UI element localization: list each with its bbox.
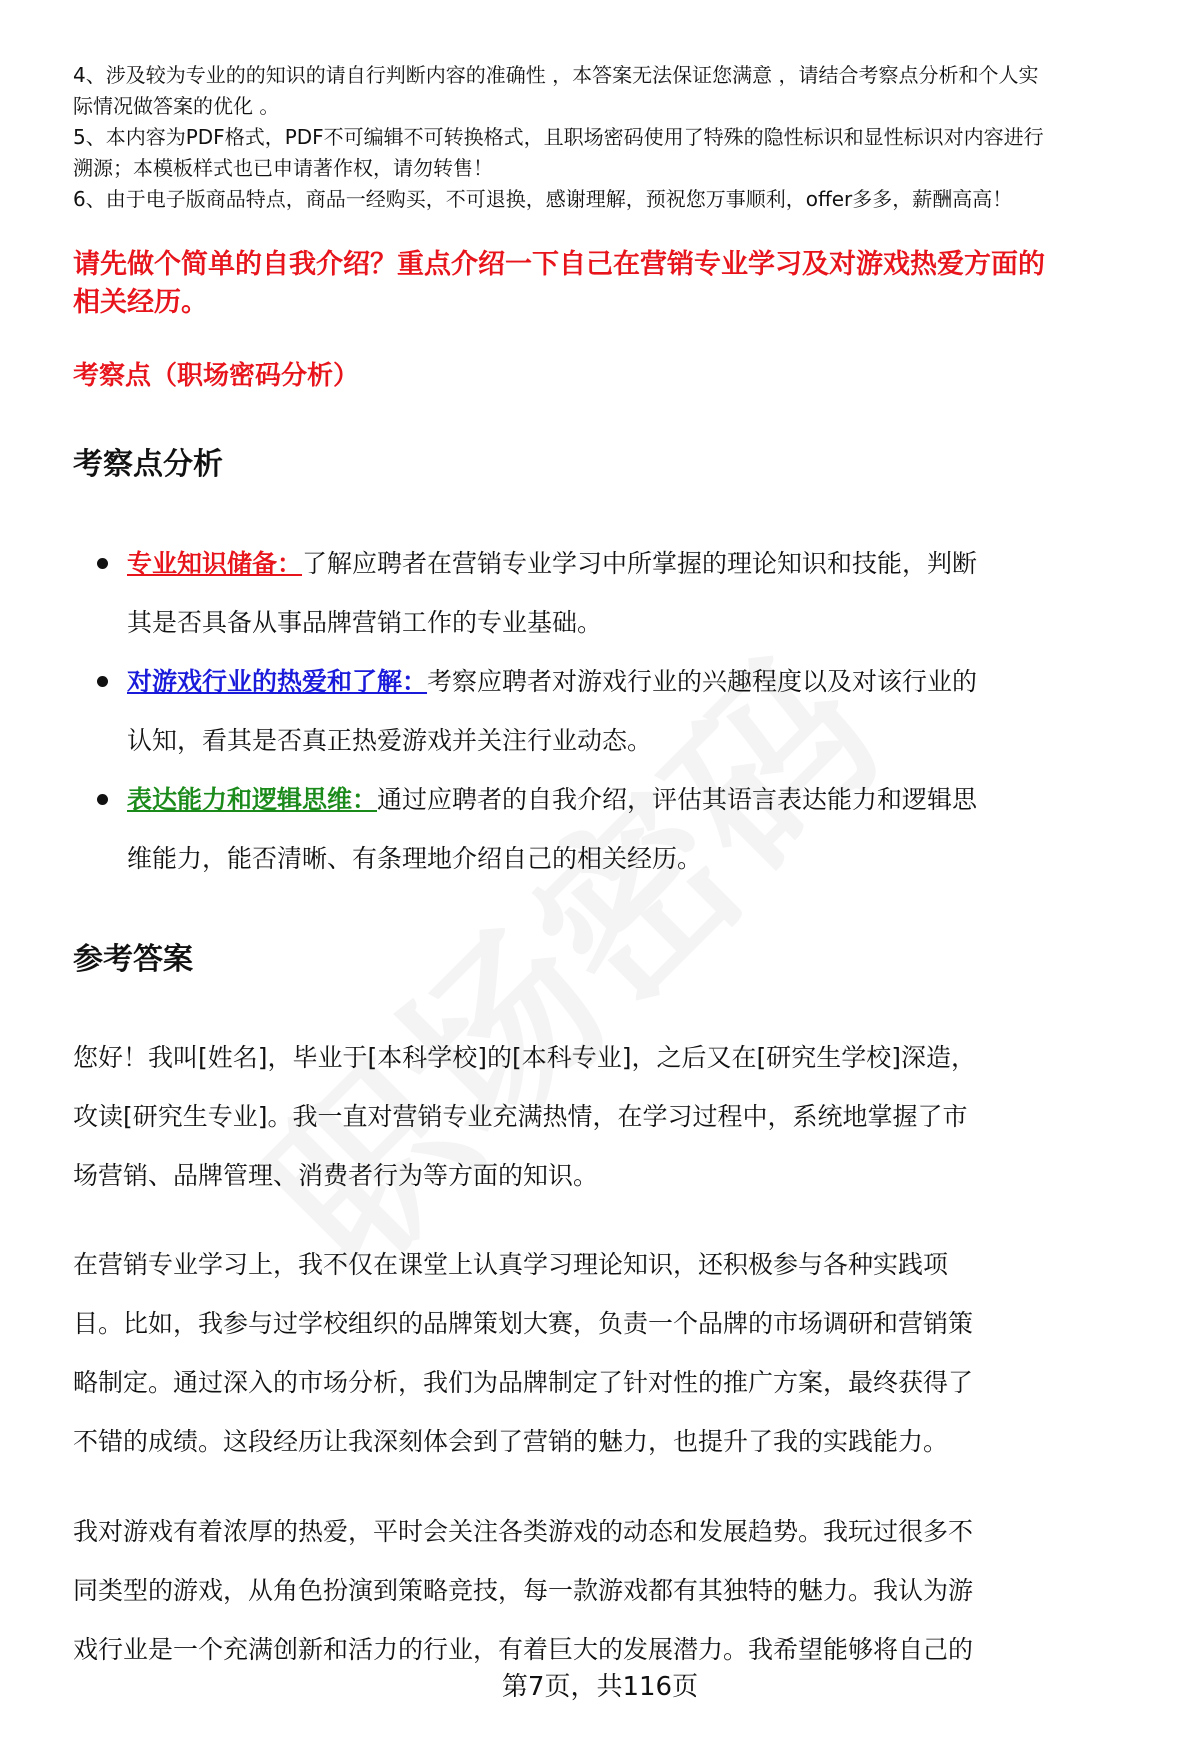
paragraph-line: 略制定。通过深入的市场分析，我们为品牌制定了针对性的推广方案，最终获得了 [73, 1368, 974, 1397]
analysis-list [127, 534, 1157, 888]
bullet-text: 维能力，能否清晰、有条理地介绍自己的相关经历。 [127, 844, 703, 873]
note-line: 5、本内容为PDF格式，PDF不可编辑不可转换格式，且职场密码使用了特殊的隐性标识和显性标识对内容进行 [73, 125, 1044, 149]
kaochadian-label: 考察点（职场密码分析） [73, 361, 360, 391]
bullet-text: 通过应聘者的自我介绍，评估其语言表达能力和逻辑思 [377, 785, 978, 814]
list-item [127, 770, 1157, 888]
bullet-label: 对游戏行业的热爱和了解： [127, 667, 428, 696]
paragraph-line: 同类型的游戏，从角色扮演到策略竞技，每一款游戏都有其独特的魅力。我认为游 [73, 1576, 974, 1605]
note-line: 4、涉及较为专业的的知识的请自行判断内容的准确性 ，本答案无法保证您满意 ，请结合考察点分析和个人实 [73, 63, 1039, 87]
bullet-icon [97, 676, 108, 687]
paragraph-line: 不错的成绩。这段经历让我深刻体会到了营销的魅力，也提升了我的实践能力。 [73, 1427, 949, 1456]
paragraph-line: 戏行业是一个充满创新和活力的行业，有着巨大的发展潜力。我希望能够将自己的 [73, 1635, 974, 1664]
bullet-text: 认知，看其是否真正热爱游戏并关注行业动态。 [127, 726, 653, 755]
answer-heading: 参考答案 [73, 942, 193, 977]
analysis-heading: 考察点分析 [73, 447, 223, 482]
bullet-icon [97, 794, 108, 805]
note-line: 际情况做答案的优化 。 [73, 94, 280, 118]
paragraph-line: 目。比如，我参与过学校组织的品牌策划大赛，负责一个品牌的市场调研和营销策 [73, 1309, 974, 1338]
question-line: 请先做个简单的自我介绍？重点介绍一下自己在营销专业学习及对游戏热爱方面的 [73, 249, 1045, 280]
bullet-text: 了解应聘者在营销专业学习中所掌握的理论知识和技能，判断 [302, 549, 978, 578]
list-item [127, 652, 1157, 770]
note-line: 6、由于电子版商品特点，商品一经购买，不可退换，感谢理解，预祝您万事顺利，offer多多，薪酬高高！ [73, 187, 1013, 211]
paragraph-line: 您好！我叫[姓名]，毕业于[本科学校]的[本科专业]，之后又在[研究生学校]深造， [73, 1043, 977, 1072]
bullet-label: 表达能力和逻辑思维： [127, 785, 378, 814]
paragraph-line: 场营销、品牌管理、消费者行为等方面的知识。 [73, 1161, 599, 1190]
answer-paragraph [73, 1235, 1153, 1471]
interview-question [73, 246, 1153, 322]
bullet-text: 考察应聘者对游戏行业的兴趣程度以及对该行业的 [427, 667, 978, 696]
bullet-label: 专业知识储备： [127, 549, 303, 578]
question-line: 相关经历。 [73, 287, 208, 318]
bullet-text: 其是否具备从事品牌营销工作的专业基础。 [127, 608, 603, 637]
page-number: 第7页，共116页 [501, 1672, 699, 1702]
paragraph-line: 在营销专业学习上，我不仅在课堂上认真学习理论知识，还积极参与各种实践项 [73, 1250, 949, 1279]
paragraph-line: 攻读[研究生专业]。我一直对营销专业充满热情，在学习过程中，系统地掌握了市 [73, 1102, 968, 1131]
disclaimer-notes [73, 60, 1153, 215]
list-item [127, 534, 1157, 652]
answer-paragraph [73, 1502, 1153, 1679]
answer-paragraph [73, 1028, 1153, 1205]
bullet-icon [97, 558, 108, 569]
note-line: 溯源；本模板样式也已申请著作权，请勿转售！ [73, 156, 493, 180]
paragraph-line: 我对游戏有着浓厚的热爱，平时会关注各类游戏的动态和发展趋势。我玩过很多不 [73, 1517, 974, 1546]
